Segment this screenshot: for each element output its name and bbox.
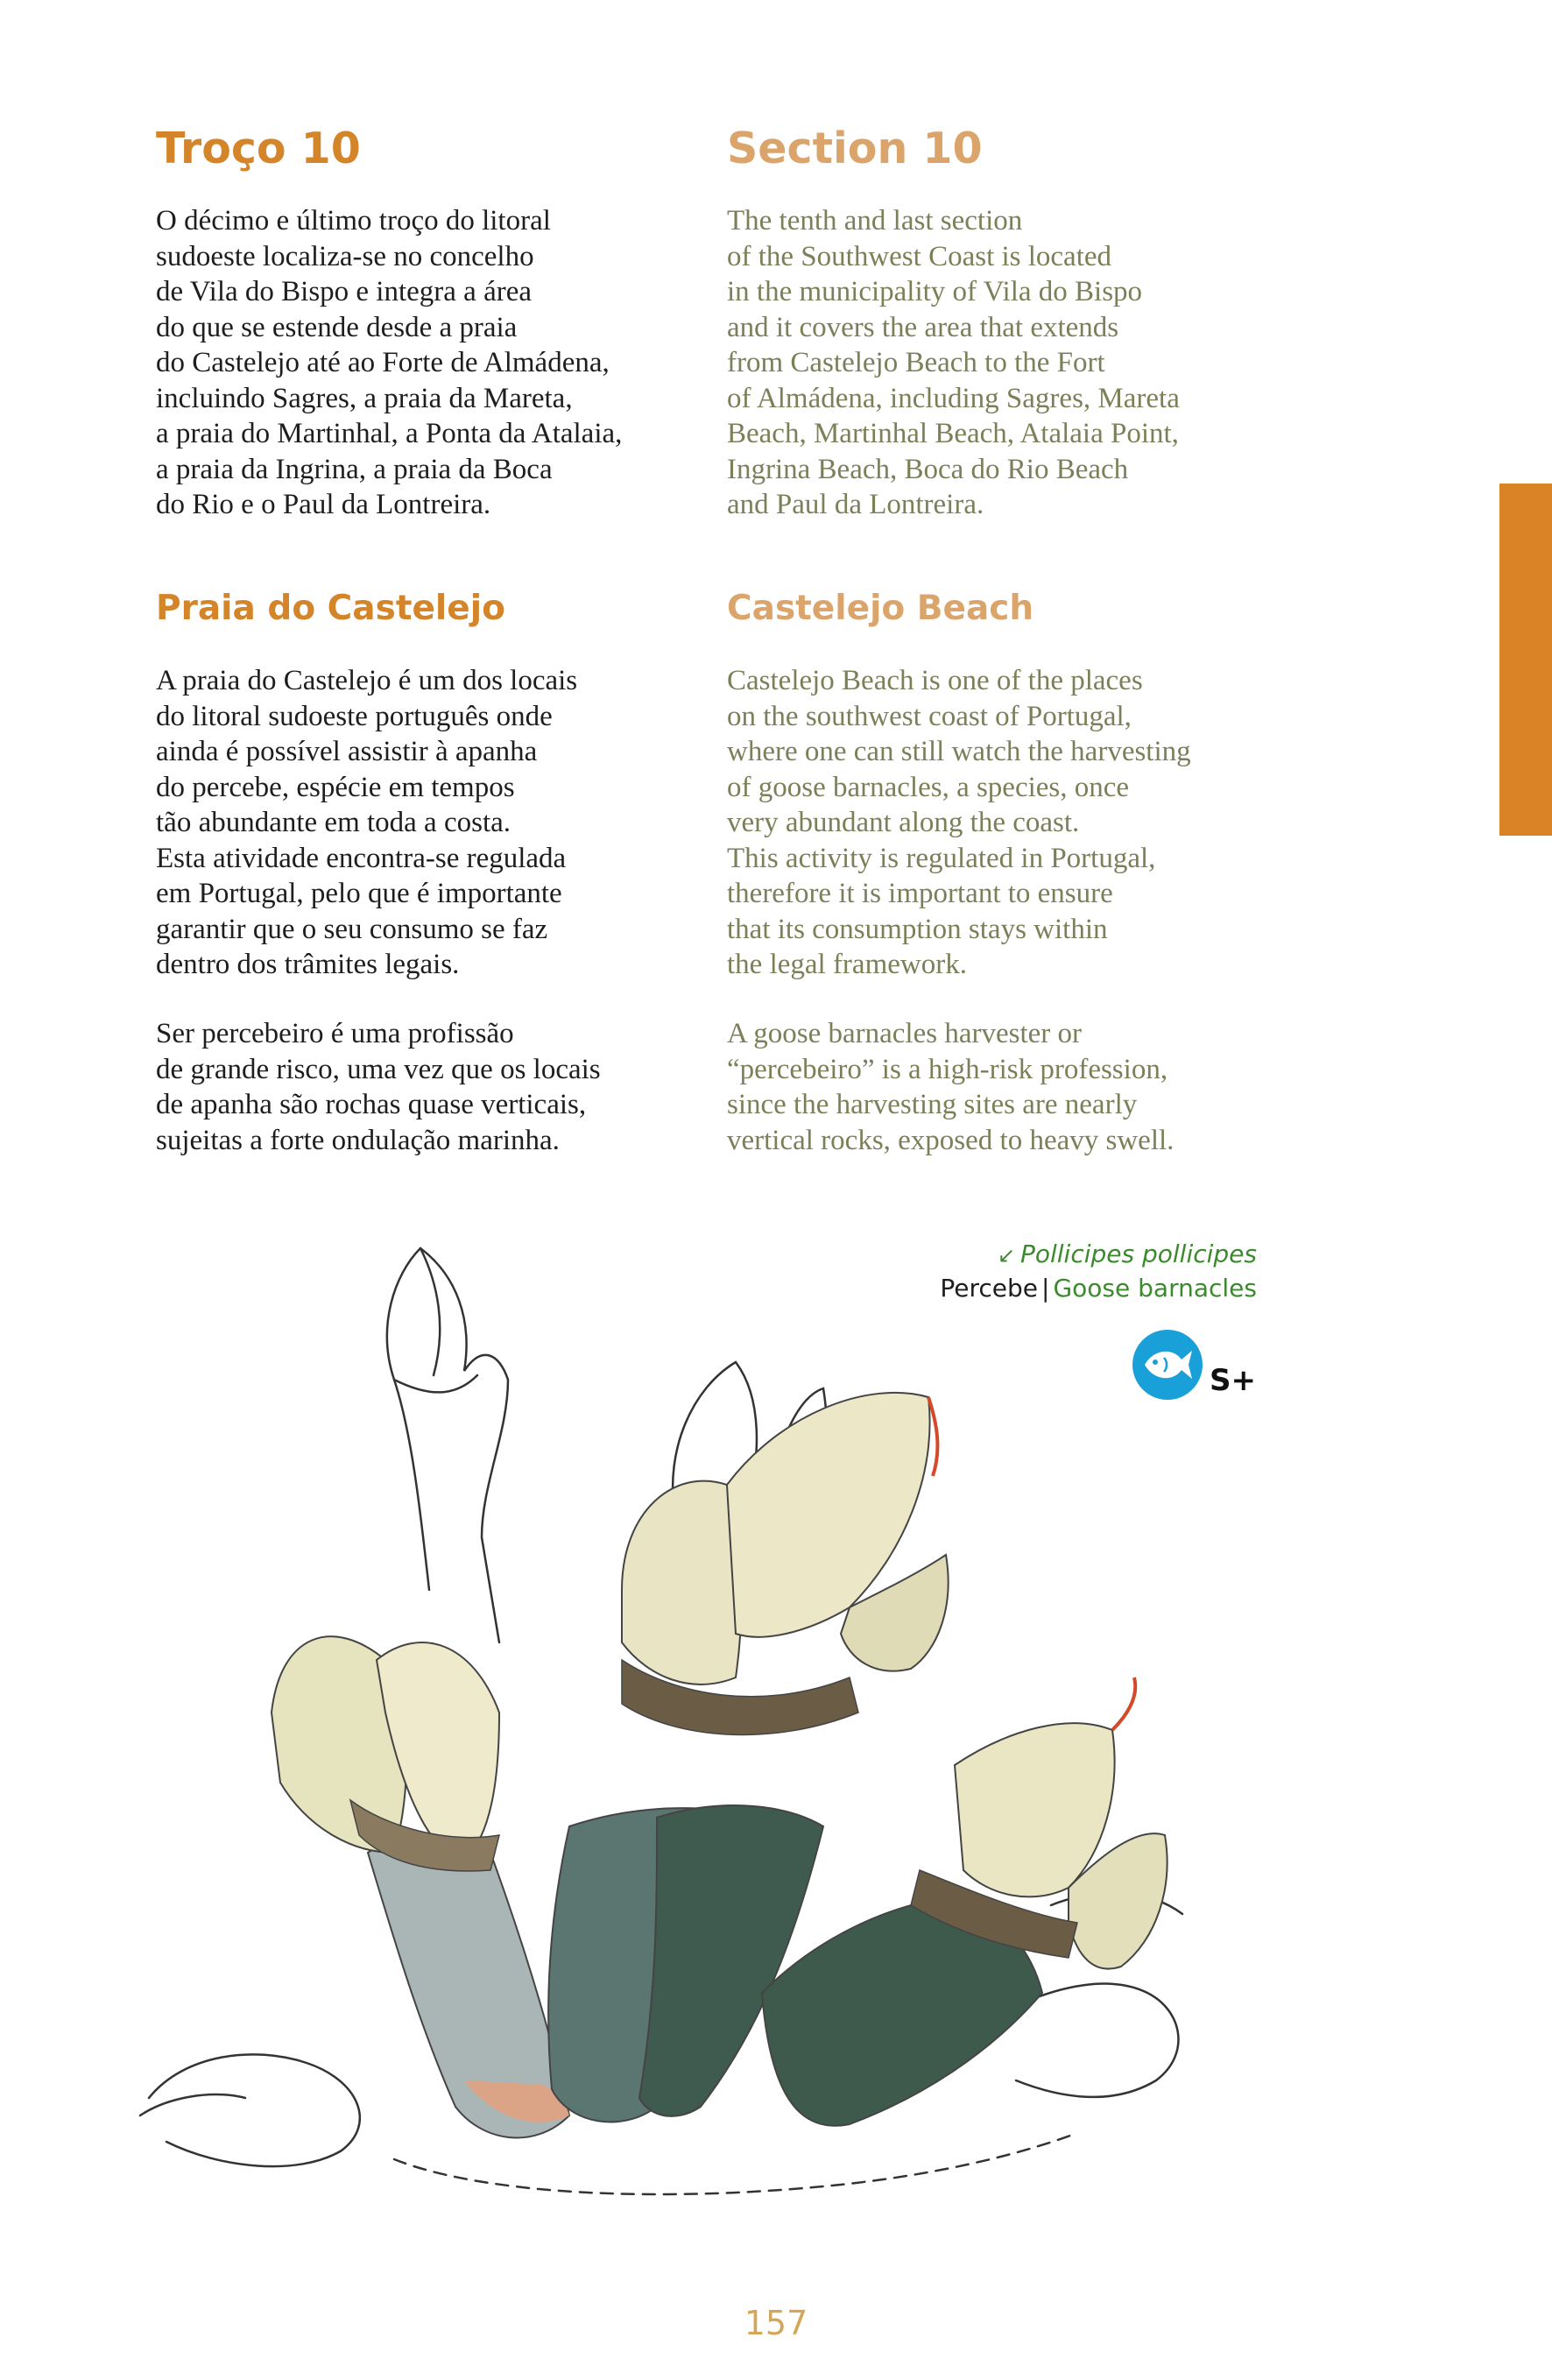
chapter-tab: [1499, 484, 1552, 836]
paragraph-2-pt: Ser percebeiro é uma profissão de grande risco, uma vez que os locais de apanha são rochas quase verticais, sujeitas a forte ondulação marinha.: [156, 1018, 601, 1156]
section-title-en: Section 10: [727, 124, 983, 173]
english-column: [727, 123, 1296, 1156]
common-name-pt: Percebe: [940, 1274, 1039, 1303]
paragraph-1-en: Castelejo Beach is one of the places on the southwest coast of Portugal, where one can still watch the harvesting of goose barnacles, a species, once very abundant along the coast. This activity is regulated in Portugal, therefore it is important to ensure that its consumption stays within the legal framework.: [727, 665, 1191, 980]
arrow-down-left-icon: ↙: [997, 1243, 1015, 1268]
scientific-name: Pollicipes pollicipes: [1019, 1239, 1257, 1268]
subtitle-pt: Praia do Castelejo: [156, 589, 505, 628]
common-name-en: Goose barnacles: [1053, 1274, 1257, 1303]
subtitle-en: Castelejo Beach: [727, 589, 1034, 628]
badge-label: S+: [1210, 1363, 1256, 1398]
goose-barnacles-illustration: [131, 1222, 1314, 2229]
section-body-en: The tenth and last section of the Southwest Coast is located in the municipality of Vila do Bispo and it covers the area that extends from Castelejo Beach to the Fort of Almádena, including Sagres, Mareta Beach, Martinhal Beach, Atalaia Point, Ingrina Beach, Boca do Rio Beach and Paul da Lontreira.: [727, 205, 1180, 520]
paragraph-1-pt: A praia do Castelejo é um dos locais do litoral sudoeste português onde ainda é possível assistir à apanha do percebe, espécie em tempos tão abundante em toda a costa. Esta atividade encontra-se regulada em Portugal, pelo que é importante garantir que o seu consumo se faz dentro dos trâmites legais.: [156, 665, 578, 980]
name-separator: |: [1041, 1274, 1050, 1303]
section-body-pt: O décimo e último troço do litoral sudoeste localiza-se no concelho de Vila do Bispo e integra a área do que se estende desde a praia do Castelejo até ao Forte de Almádena, incluindo Sagres, a praia da Mareta, a praia do Martinhal, a Ponta da Atalaia, a praia da Ingrina, a praia da Boca do Rio e o Paul da Lontreira.: [156, 205, 623, 520]
section-title-pt: Troço 10: [156, 124, 361, 173]
paragraph-2-en: A goose barnacles harvester or “percebeiro” is a high-risk profession, since the harvesting sites are nearly vertical rocks, exposed to heavy swell.: [727, 1018, 1175, 1156]
page-number: 157: [744, 2304, 808, 2342]
portuguese-column: [156, 123, 699, 1156]
